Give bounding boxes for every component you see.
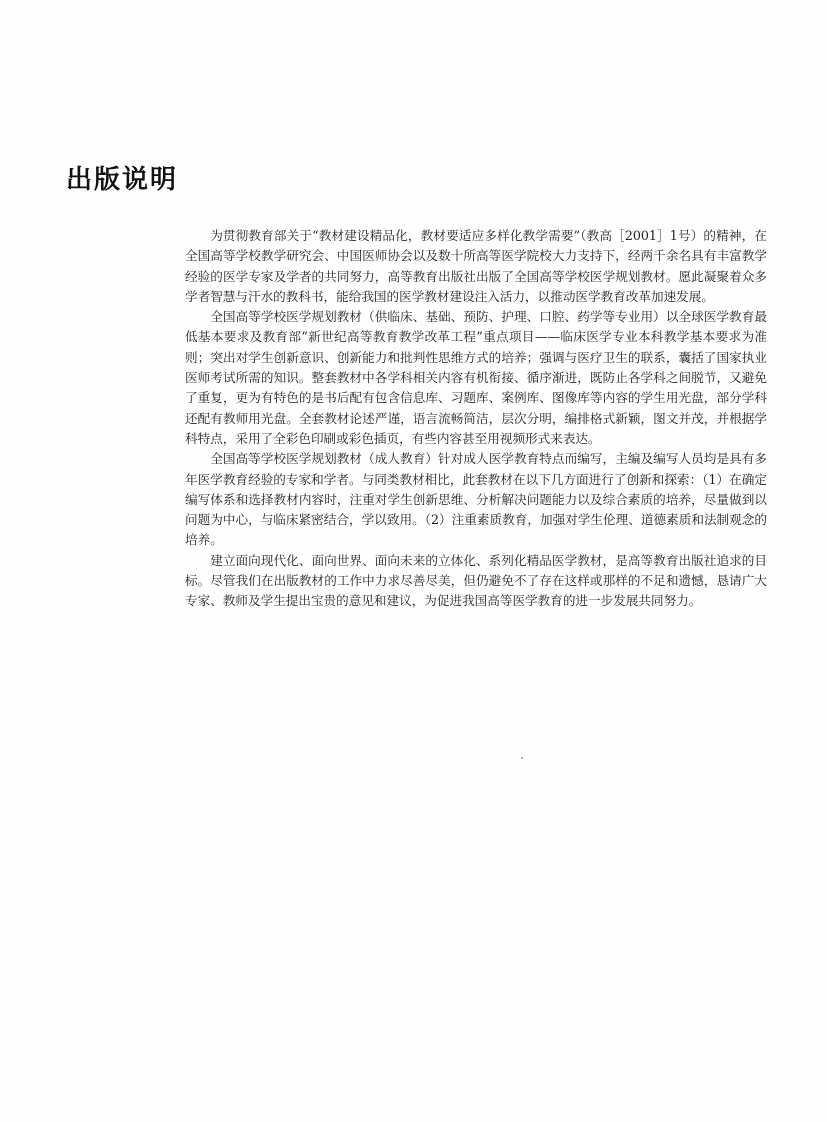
scan-speck (521, 757, 523, 759)
body-text (185, 226, 767, 612)
page-title: 出版说明 (66, 165, 179, 196)
paragraph-adult-education: 全国高等学校医学规划教材（成人教育）针对成人医学教育特点而编写，主编及编写人员均是具有多年医学教育经验的专家和学者。与同类教材相比，此套教材在以下几方面进行了创新和探索：（1）在确定编写体系和选择教材内容时，注重对学生创新思维、分析解决问题能力以及综合素质的培养，尽量做到以问题为中心，与临床紧密结合，学以致用。（2）注重素质教育，加强对学生伦理、道德素质和法制观念的培养。 (185, 451, 767, 548)
paragraph-intro: 为贯彻教育部关于“教材建设精品化，教材要适应多样化教学需要”（教高［2001］1号）的精神，在全国高等学校教学研究会、中国医师协会以及数十所高等医学院校大力支持下，经两千余名具有丰富教学经验的医学专家及学者的共同努力，高等教育出版社出版了全国高等学校医学规划教材。愿此凝聚着众多学者智慧与汗水的教科书，能给我国的医学教材建设注入活力，以推动医学教育改革加速发展。 (185, 228, 767, 304)
paragraph-closing: 建立面向现代化、面向世界、面向未来的立体化、系列化精品医学教材，是高等教育出版社追求的目标。尽管我们在出版教材的工作中力求尽善尽美，但仍避免不了存在这样或那样的不足和遗憾，恳请广大专家、教师及学生提出宝贵的意见和建议，为促进我国高等医学教育的进一步发展共同努力。 (185, 552, 767, 609)
paragraph-textbook-features: 全国高等学校医学规划教材（供临床、基础、预防、护理、口腔、药学等专业用）以全球医学教育最低基本要求及教育部“新世纪高等教育教学改革工程”重点项目——临床医学专业本科教学基本要求为准则；突出对学生创新意识、创新能力和批判性思维方式的培养；强调与医疗卫生的联系，囊括了国家执业医师考试所需的知识。整套教材中各学科相关内容有机衔接、循序渐进，既防止各学科之间脱节，又避免了重复，更为有特色的是书后配有包含信息库、习题库、案例库、图像库等内容的学生用光盘，部分学科还配有教师用光盘。全套教材论述严谨，语言流畅简洁，层次分明，编排格式新颖，图文并茂，并根据学科特点，采用了全彩色印刷或彩色插页，有些内容甚至用视频形式来表达。 (185, 309, 767, 446)
